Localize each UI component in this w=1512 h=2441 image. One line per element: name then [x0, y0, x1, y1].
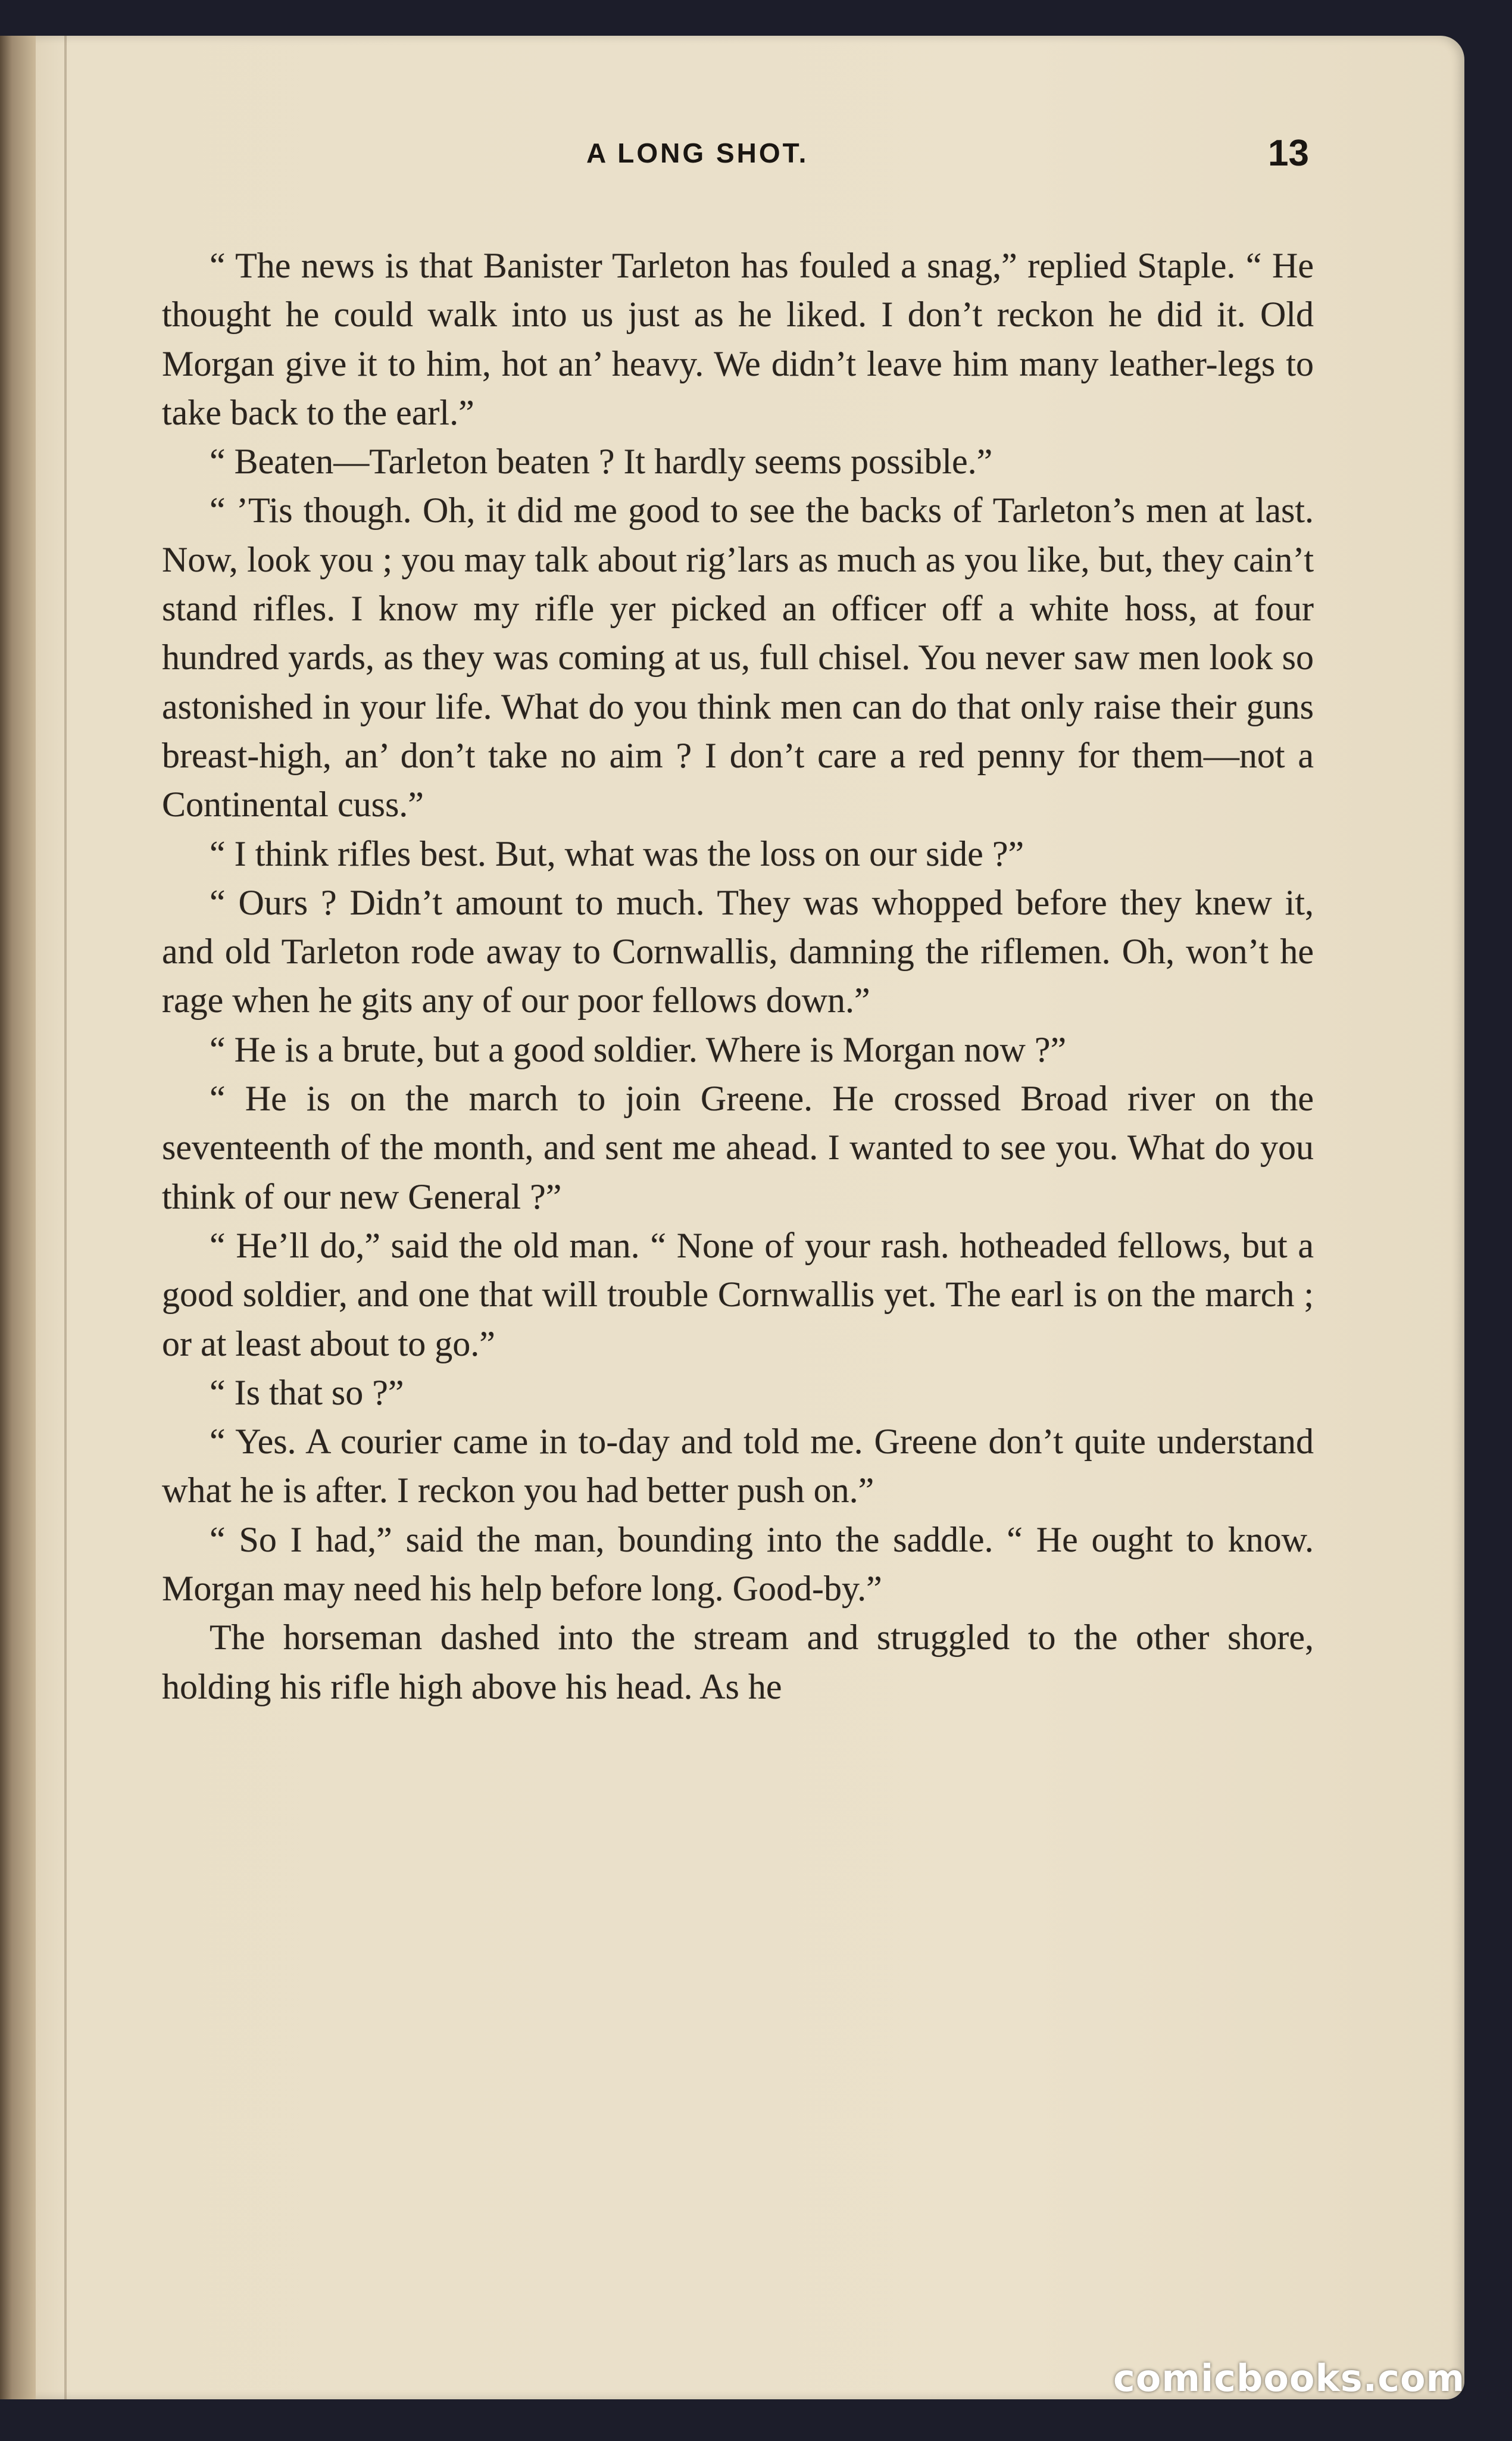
paragraph: “ Beaten—Tarleton beaten ? It hardly seems possible.” — [210, 442, 993, 482]
paragraph: “ He is on the march to join Greene. He crossed Broad river on the seventeenth of the month, and sent me ahead. I wanted to see you. What do you think of our new General ?” — [162, 1079, 1314, 1216]
book-page — [0, 36, 1464, 2399]
paragraph: “ Ours ? Didn’t amount to much. They was whopped before they knew it, and old Tarleton rode away to Cornwallis, damning the riflemen. Oh, won’t he rage when he gits any of our poor fellows down.” — [162, 882, 1314, 1020]
paragraph: The horseman dashed into the stream and struggled to the other shore, holding his rifle high above his head. As he — [162, 1618, 1314, 1706]
paragraph: “ ’Tis though. Oh, it did me good to see the backs of Tarleton’s men at last. Now, look you ; you may talk about rig’lars as much as you like, but, they cain’t stand rifles. I know my rifle yer picked an officer off a white hoss, at four hundred yards, as they was coming at us, full chisel. You never saw men look so astonished in your life. What do you think men can do that only raise their guns breast-high, an’ don’t take no aim ? I don’t care a red penny for them—not a Continental cuss.” — [162, 491, 1314, 825]
page-gutter — [0, 36, 36, 2399]
page-header — [0, 133, 1464, 185]
site-watermark: comicbooks.com — [1113, 2356, 1466, 2400]
page-number: 13 — [1268, 133, 1309, 174]
paragraph: “ Is that so ?” — [210, 1372, 404, 1412]
paragraph: “ I think rifles best. But, what was the loss on our side ?” — [210, 834, 1024, 873]
running-head: A LONG SHOT. — [586, 138, 809, 168]
paragraph: “ The news is that Banister Tarleton has fouled a snag,” replied Staple. “ He thought he could walk into us just as he liked. I don’t reckon he did it. Old Morgan give it to him, hot an’ heavy. We didn’t leave him many leather-legs to take back to the earl.” — [162, 246, 1314, 432]
paragraph: “ He’ll do,” said the old man. “ None of your rash. hotheaded fellows, but a good soldier, and one that will trouble Cornwallis yet. The earl is on the march ; or at least about to go.” — [162, 1225, 1314, 1363]
body-text — [162, 241, 1314, 1711]
paragraph: “ He is a brute, but a good soldier. Where is Morgan now ?” — [210, 1029, 1067, 1069]
page-spine-edge — [64, 36, 67, 2399]
paragraph: “ So I had,” said the man, bounding into the saddle. “ He ought to know. Morgan may need his help before long. Good-by.” — [162, 1519, 1314, 1609]
paragraph: “ Yes. A courier came in to-day and told me. Greene don’t quite understand what he is after. I reckon you had better push on.” — [162, 1422, 1314, 1510]
